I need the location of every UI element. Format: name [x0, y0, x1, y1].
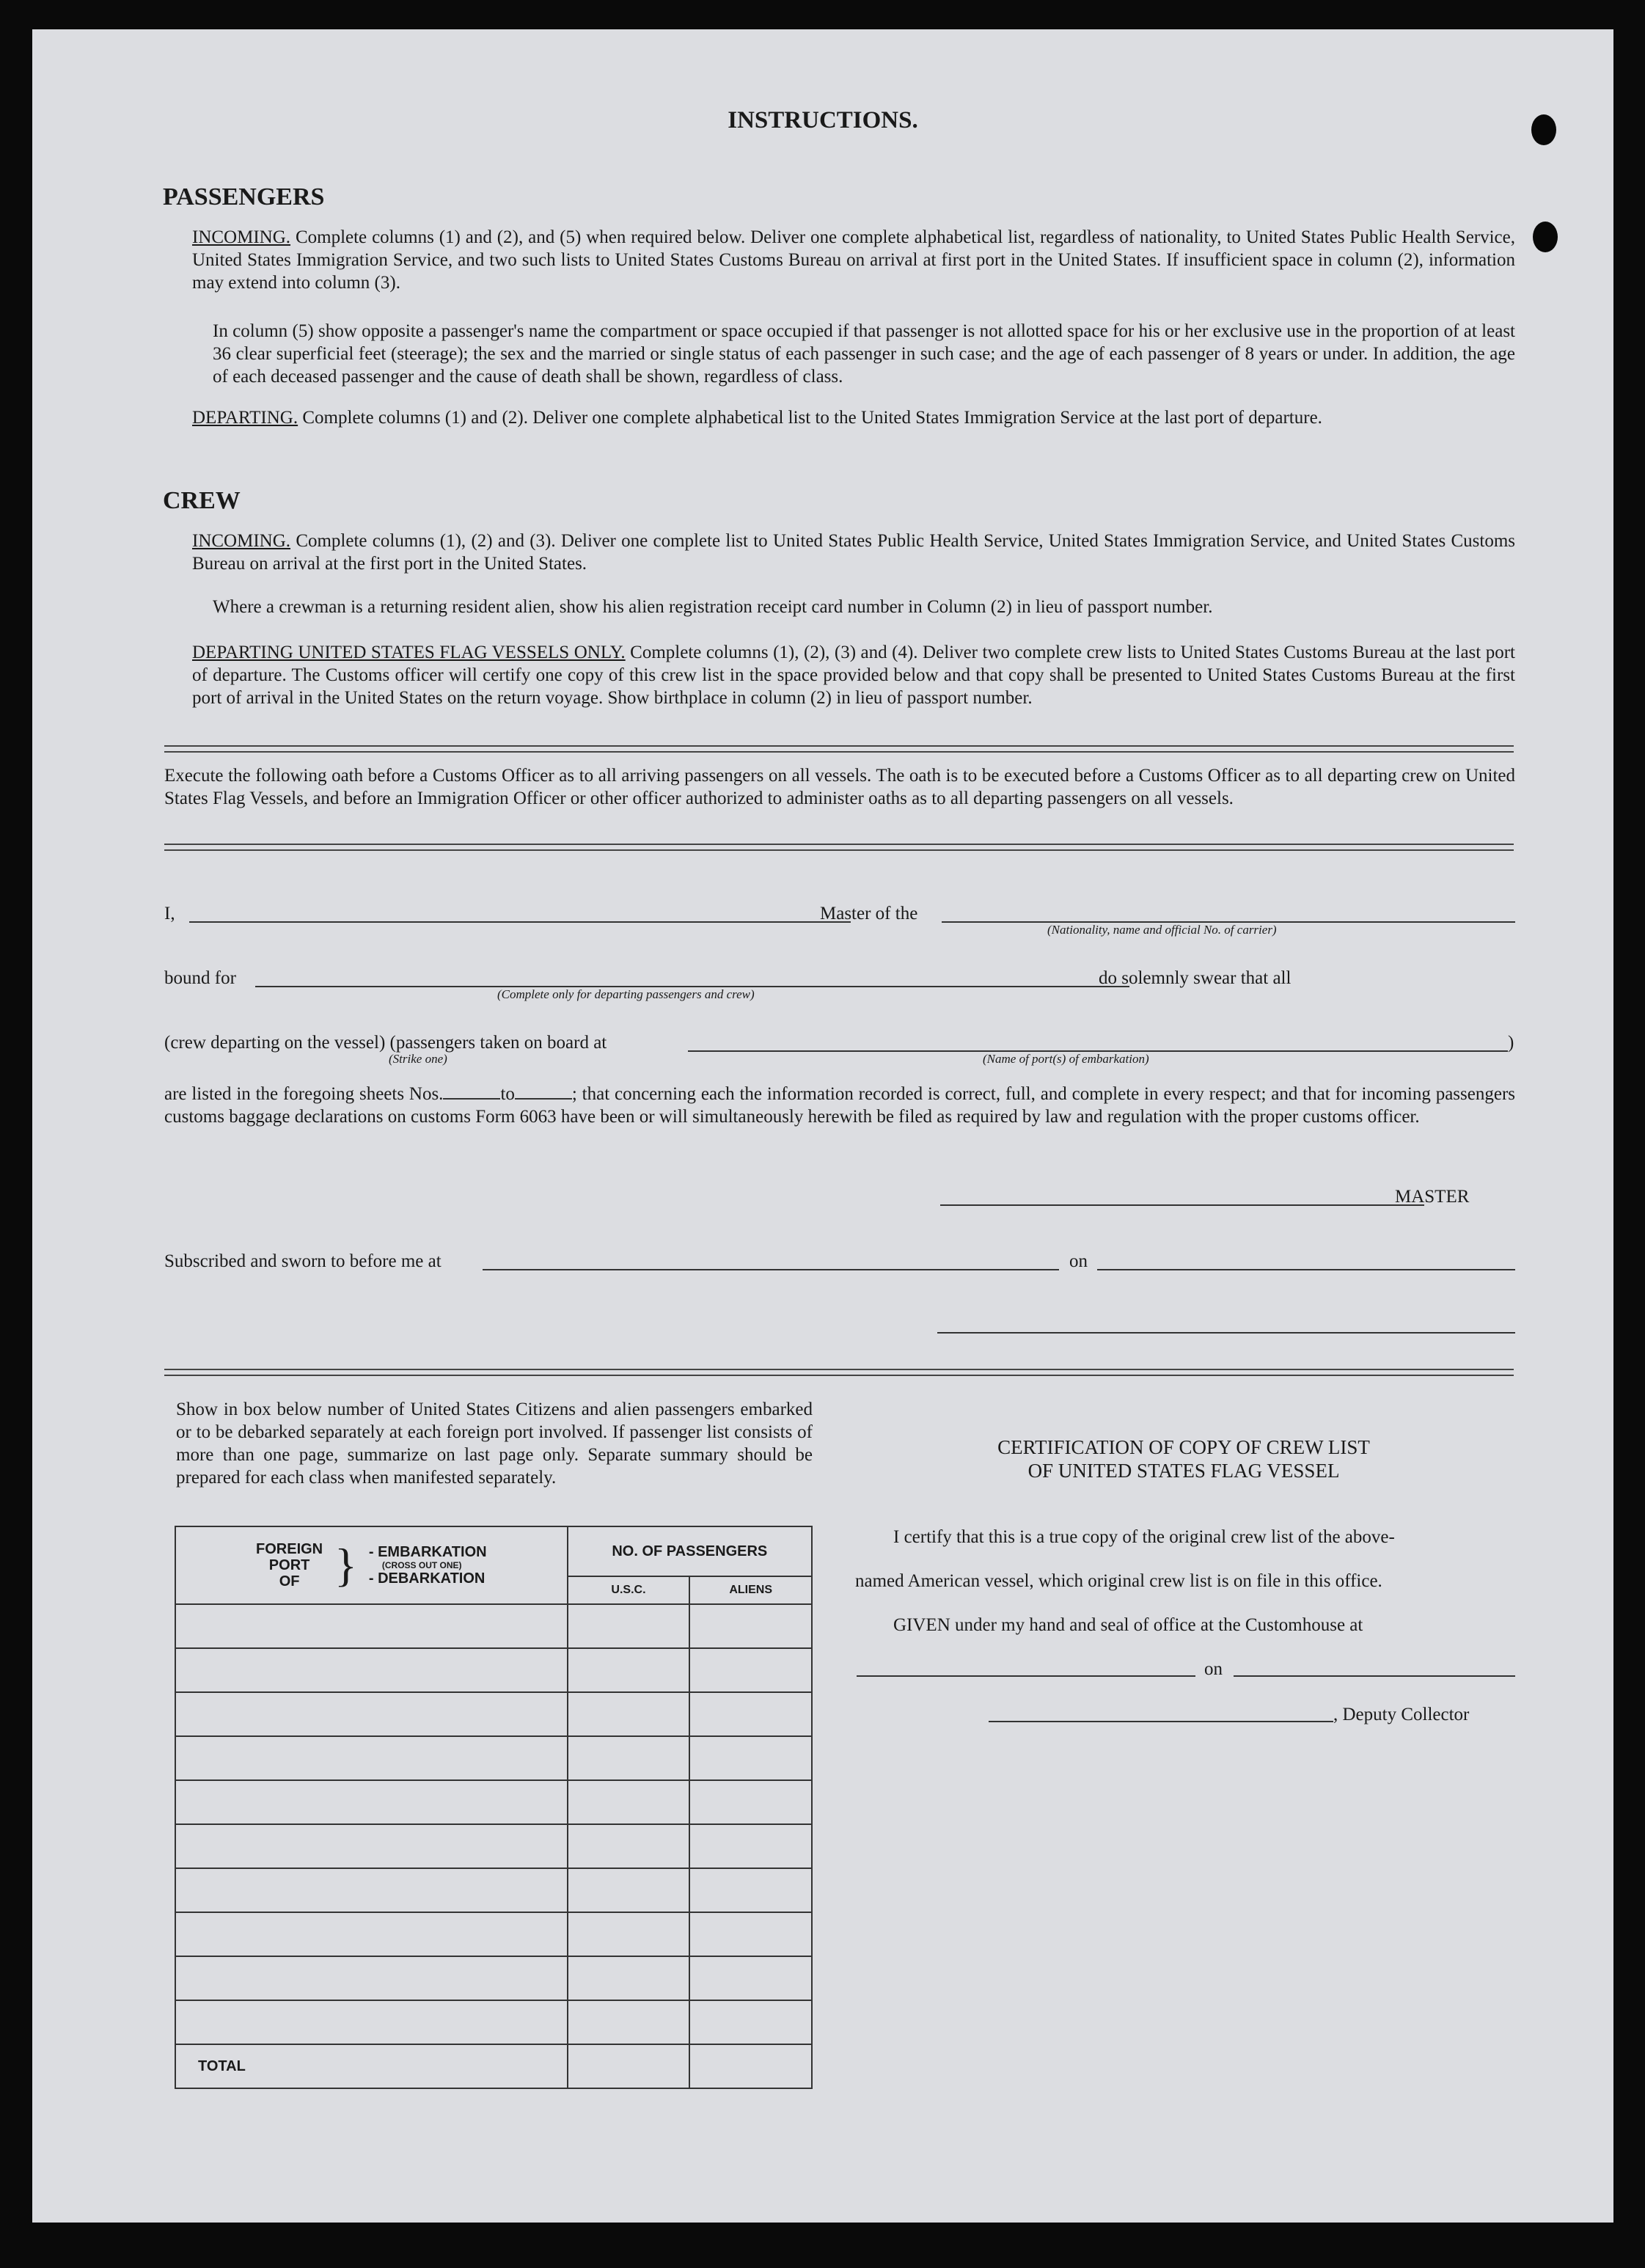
crew-resident-paragraph: Where a crewman is a returning resident alien, show his alien registration receipt card number in Column (2) in lieu of passport number. — [213, 597, 1213, 617]
deputy-collector-label: , Deputy Collector — [1333, 1705, 1470, 1724]
certification-heading-2: OF UNITED STATES FLAG VESSEL — [1027, 1460, 1340, 1482]
passengers-departing-text: Complete columns (1) and (2). Deliver one complete alphabetical list to the United States Immigration Service at the last port of departure. — [302, 408, 1322, 428]
usc-cell[interactable] — [568, 1956, 690, 2000]
certification-line-2: named American vessel, which original crew list is on file in this office. — [855, 1571, 1382, 1591]
total-label: TOTAL — [175, 2044, 568, 2088]
master-of-the-label: Master of the — [820, 904, 918, 923]
double-rule-1 — [164, 745, 1514, 753]
total-aliens-cell[interactable] — [689, 2044, 812, 2088]
listed-paragraph — [164, 1083, 1515, 1128]
listed-to: to — [500, 1084, 515, 1104]
port-caption: (Name of port(s) of embarkation) — [983, 1052, 1149, 1066]
aliens-cell[interactable] — [689, 1824, 812, 1868]
usc-cell[interactable] — [568, 1824, 690, 1868]
page-title: INSTRUCTIONS. — [728, 107, 918, 133]
port-cell[interactable] — [175, 1780, 568, 1824]
usc-cell[interactable] — [568, 2000, 690, 2044]
do-swear-label: do solemnly swear that all — [1099, 968, 1292, 988]
total-usc-cell[interactable] — [568, 2044, 690, 2088]
port-cell[interactable] — [175, 2000, 568, 2044]
certification-heading-1: CERTIFICATION OF COPY OF CREW LIST — [997, 1436, 1370, 1458]
passengers-incoming-text: Complete columns (1) and (2), and (5) when required below. Deliver one complete alphabetical list, regardless of nationality, to United States Public Health Service, United States Immigration Service, and two such lists to United States Customs Bureau on arrival at first port in the United States. If insufficient space in column (2), information may extend into column (3). — [192, 227, 1516, 293]
port-cell[interactable] — [175, 1956, 568, 2000]
crew-departing-label-line: (crew departing on the vessel) (passengers taken on board at — [164, 1033, 607, 1053]
header-cross-out: (CROSS OUT ONE) — [381, 1560, 462, 1570]
port-cell[interactable] — [175, 1648, 568, 1692]
foreign-port-header — [175, 1526, 568, 1604]
header-debarkation: - DEBARKATION — [368, 1570, 486, 1587]
aliens-cell[interactable] — [689, 1648, 812, 1692]
header-no-passengers: NO. OF PASSENGERS — [568, 1526, 812, 1576]
usc-cell[interactable] — [568, 1692, 690, 1736]
port-cell[interactable] — [175, 1736, 568, 1780]
complete-caption: (Complete only for departing passengers and crew) — [497, 987, 755, 1001]
brace: } — [334, 1539, 357, 1591]
crew-departing-paragraph — [192, 641, 1515, 709]
crew-departing-text: Complete columns (1), (2), (3) and (4). Deliver two complete crew lists to United States Customs Bureau at the last port of departure. The Customs officer will certify one copy of this crew list in the space provided below and that copy shall be presented to United States Customs Bureau at the first port of arrival in the United States on the return voyage. Show birthplace in column (2) in lieu of passport number. — [192, 643, 1515, 708]
aliens-cell[interactable] — [689, 2000, 812, 2044]
port-cell[interactable] — [175, 1824, 568, 1868]
aliens-cell[interactable] — [689, 1692, 812, 1736]
usc-cell[interactable] — [568, 1604, 690, 1648]
port-cell[interactable] — [175, 1692, 568, 1736]
listed-text-2: ; that concerning each the information recorded is correct, full, and complete in every respect; and — [571, 1084, 1298, 1104]
passengers-incoming-paragraph — [192, 226, 1515, 294]
sheet-to-field[interactable] — [515, 1083, 572, 1100]
officer-signature-field[interactable] — [937, 1332, 1515, 1334]
header-of: OF — [279, 1573, 300, 1590]
master-signature-field[interactable] — [940, 1204, 1424, 1206]
usc-cell[interactable] — [568, 1648, 690, 1692]
sworn-on-label: on — [1069, 1251, 1088, 1271]
certification-line-1: I certify that this is a true copy of the original crew list of the above- — [893, 1527, 1395, 1547]
certification-on-label: on — [1204, 1659, 1223, 1679]
crew-departing-label: DEPARTING UNITED STATES FLAG VESSELS ONLY. — [192, 643, 626, 662]
header-port: PORT — [268, 1557, 310, 1573]
passengers-heading: PASSENGERS — [163, 183, 325, 211]
usc-cell[interactable] — [568, 1736, 690, 1780]
aliens-cell[interactable] — [689, 1912, 812, 1956]
document-page — [32, 29, 1613, 2223]
master-name-field[interactable] — [189, 921, 851, 923]
crew-incoming-label: INCOMING. — [192, 531, 291, 551]
usc-cell[interactable] — [568, 1912, 690, 1956]
certification-line-3: GIVEN under my hand and seal of office at the Customhouse at — [893, 1615, 1363, 1635]
port-cell[interactable] — [175, 1868, 568, 1912]
passengers-departing-paragraph — [192, 406, 1515, 429]
aliens-cell[interactable] — [689, 1956, 812, 2000]
close-paren: ) — [1508, 1033, 1514, 1053]
oath-i-label: I, — [164, 904, 175, 923]
listed-text-1: are listed in the foregoing sheets Nos. — [164, 1084, 444, 1104]
nationality-caption: (Nationality, name and official No. of carrier) — [1047, 923, 1277, 937]
passengers-incoming-label: INCOMING. — [192, 227, 291, 247]
double-rule-3 — [164, 1369, 1514, 1376]
port-cell[interactable] — [175, 1604, 568, 1648]
listed-text-3: that for incoming passengers customs baggage declarations on customs Form 6063 have been or will simultaneously herewith be filed as required by law and regulation with the proper customs officer. — [164, 1084, 1515, 1127]
passengers-departing-label: DEPARTING. — [192, 408, 298, 428]
header-aliens: ALIENS — [689, 1576, 812, 1604]
aliens-cell[interactable] — [689, 1604, 812, 1648]
crew-heading: CREW — [163, 487, 241, 514]
passenger-summary-table — [175, 1526, 813, 2089]
aliens-cell[interactable] — [689, 1736, 812, 1780]
punch-hole-second — [1533, 222, 1558, 252]
double-rule-2 — [164, 844, 1514, 851]
port-cell[interactable] — [175, 1912, 568, 1956]
sheet-from-field[interactable] — [443, 1083, 500, 1100]
customhouse-field[interactable] — [857, 1675, 1195, 1677]
sworn-date-field[interactable] — [1097, 1269, 1515, 1270]
aliens-cell[interactable] — [689, 1868, 812, 1912]
passengers-column5-paragraph: In column (5) show opposite a passenger's name the compartment or space occupied if that passenger is not allotted space for his or her exclusive use in the proportion of at least 36 clear superficial feet (steerage); the sex and the married or single status of each passenger in such case; and the age of each passenger of 8 years or under. In addition, the age of each deceased passenger and the cause of death shall be shown, regardless of class. — [213, 321, 1515, 387]
oath-intro: Execute the following oath before a Customs Officer as to all arriving passengers on all vessels. The oath is to be executed before a Customs Officer as to all departing crew on United States Flag Vessels, and before an Immigration Officer or other officer authorized to administer oaths as to all departing passengers on all vessels. — [164, 766, 1515, 808]
master-label: MASTER — [1395, 1187, 1470, 1207]
header-foreign: FOREIGN — [256, 1541, 323, 1557]
summary-instructions: Show in box below number of United States Citizens and alien passengers embarked or to be debarked separately at each foreign port involved. If passenger list consists of more than one page, summarize on last page only. Separate summary should be prepared for each class when manifested separately. — [176, 1400, 813, 1488]
usc-cell[interactable] — [568, 1868, 690, 1912]
bound-for-label: bound for — [164, 968, 236, 988]
subscribed-label: Subscribed and sworn to before me at — [164, 1251, 442, 1271]
aliens-cell[interactable] — [689, 1780, 812, 1824]
crew-incoming-text: Complete columns (1), (2) and (3). Deliver one complete list to United States Public Health Service, United States Immigration Service, and United States Customs Bureau on arrival at the first port in the United States. — [192, 531, 1516, 574]
certification-date-field[interactable] — [1234, 1675, 1515, 1677]
strike-one-caption: (Strike one) — [389, 1052, 447, 1066]
usc-cell[interactable] — [568, 1780, 690, 1824]
header-usc: U.S.C. — [568, 1576, 690, 1604]
crew-incoming-paragraph — [192, 530, 1515, 575]
deputy-collector-signature-field[interactable] — [989, 1721, 1333, 1722]
sworn-place-field[interactable] — [483, 1269, 1059, 1270]
header-embarkation: - EMBARKATION — [368, 1544, 487, 1560]
